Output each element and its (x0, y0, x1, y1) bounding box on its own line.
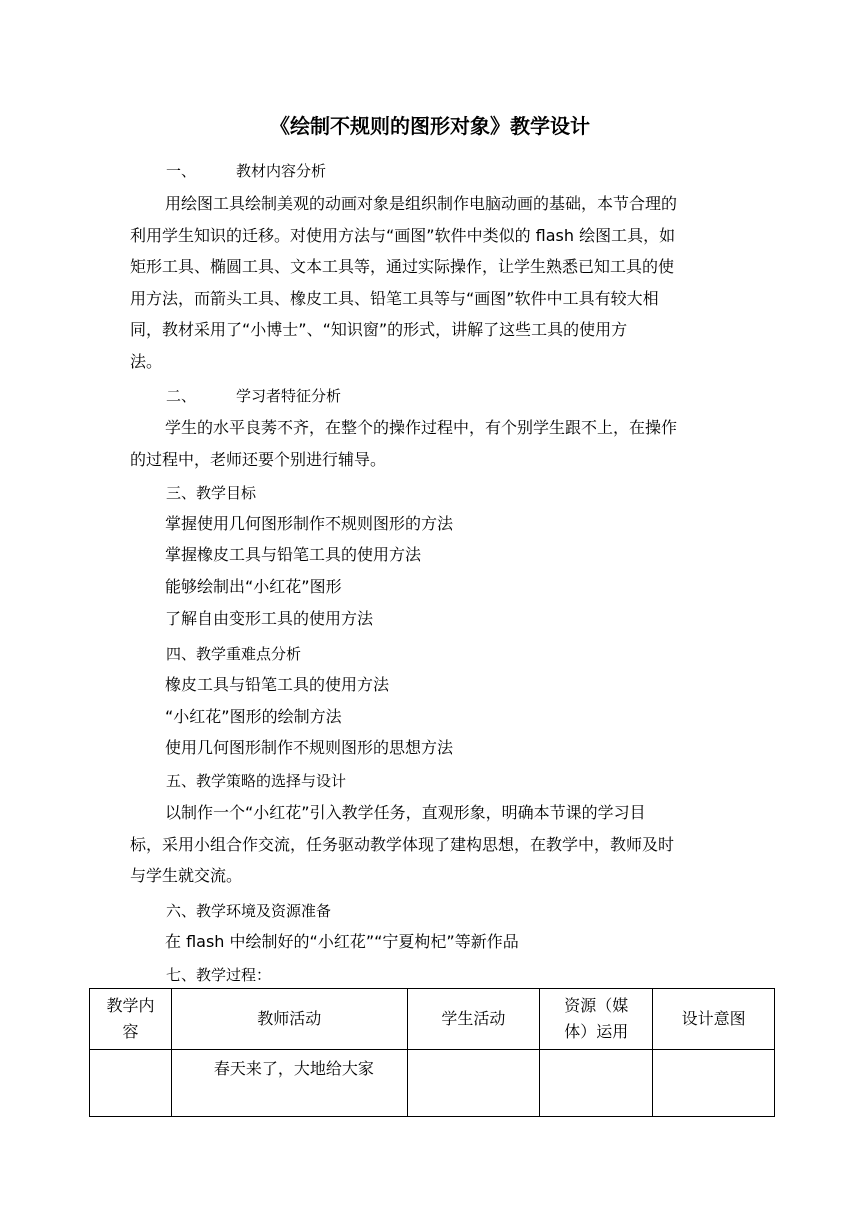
keypoint-item: 使用几何图形制作不规则图形的思想方法 (165, 738, 454, 757)
section-number: 一、 (166, 162, 197, 180)
teaching-process-table (89, 988, 775, 1117)
table-row (90, 1050, 775, 1117)
section-label: 教材内容分析 (236, 162, 327, 180)
paragraph-line: 以制作一个“小红花”引入教学任务，直观形象，明确本节课的学习目 (165, 803, 646, 822)
table-cell (653, 1050, 775, 1117)
resource-item: 在 flash 中绘制好的“小红花”“宁夏枸杞”等新作品 (165, 932, 519, 951)
keypoint-item: 橡皮工具与铅笔工具的使用方法 (165, 675, 390, 694)
paragraph-line: 同，教材采用了“小博士”、“知识窗”的形式，讲解了这些工具的使用方 (130, 320, 628, 339)
section-heading-7: 七、教学过程： (166, 966, 272, 984)
paragraph-content-analysis (130, 188, 730, 377)
header-label: 资源（媒体）运用 (564, 996, 629, 1041)
goal-item: 能够绘制出“小红花”图形 (165, 577, 342, 596)
paragraph-line: 学生的水平良莠不齐，在整个的操作过程中，有个别学生跟不上，在操作 (165, 418, 678, 437)
goal-item: 掌握使用几何图形制作不规则图形的方法 (165, 514, 454, 533)
section-heading-1 (166, 160, 326, 182)
header-cell-intent: 设计意图 (653, 989, 775, 1050)
paragraph-line: 法。 (130, 351, 163, 371)
header-cell-teacher: 教师活动 (171, 989, 407, 1050)
paragraph-line: 的过程中，老师还要个别进行辅导。 (130, 449, 387, 469)
table-cell (90, 1050, 172, 1117)
table-cell (407, 1050, 540, 1117)
table-header-row (90, 989, 775, 1050)
paragraph-line: 与学生就交流。 (130, 866, 243, 885)
section-heading-4: 四、教学重难点分析 (166, 645, 302, 663)
goal-item: 了解自由变形工具的使用方法 (165, 609, 374, 628)
header-cell-resource (540, 989, 653, 1050)
paragraph-line: 用方法，而箭头工具、橡皮工具、铅笔工具等与“画图”软件中工具有较大相 (130, 288, 659, 308)
paragraph-line: 标，采用小组合作交流，任务驱动教学体现了建构思想，在教学中，教师及时 (130, 834, 675, 854)
paragraph-line: 利用学生知识的迁移。对使用方法与“画图”软件中类似的 flash 绘图工具，如 (130, 225, 676, 245)
section-label: 学习者特征分析 (236, 387, 342, 405)
keypoint-item: “小红花”图形的绘制方法 (165, 707, 342, 726)
table-cell-teacher: 春天来了，大地给大家 (171, 1050, 407, 1117)
paragraph-strategy (130, 797, 730, 892)
paragraph-line: 用绘图工具绘制美观的动画对象是组织制作电脑动画的基础，本节合理的 (165, 194, 678, 213)
section-heading-6: 六、教学环境及资源准备 (166, 902, 332, 920)
section-heading-5: 五、教学策略的选择与设计 (166, 772, 347, 790)
section-heading-3: 三、教学目标 (166, 484, 257, 502)
document-title: 《绘制不规则的图形对象》教学设计 (270, 114, 590, 138)
header-label: 教学内容 (106, 996, 155, 1041)
header-cell-student: 学生活动 (407, 989, 540, 1050)
section-number: 二、 (166, 387, 197, 405)
header-cell-content (90, 989, 172, 1050)
section-heading-2 (166, 385, 341, 407)
paragraph-line: 矩形工具、椭圆工具、文本工具等，通过实际操作，让学生熟悉已知工具的使 (130, 257, 675, 276)
paragraph-learner-analysis (130, 412, 730, 475)
goal-item: 掌握橡皮工具与铅笔工具的使用方法 (165, 545, 422, 564)
table-cell (540, 1050, 653, 1117)
